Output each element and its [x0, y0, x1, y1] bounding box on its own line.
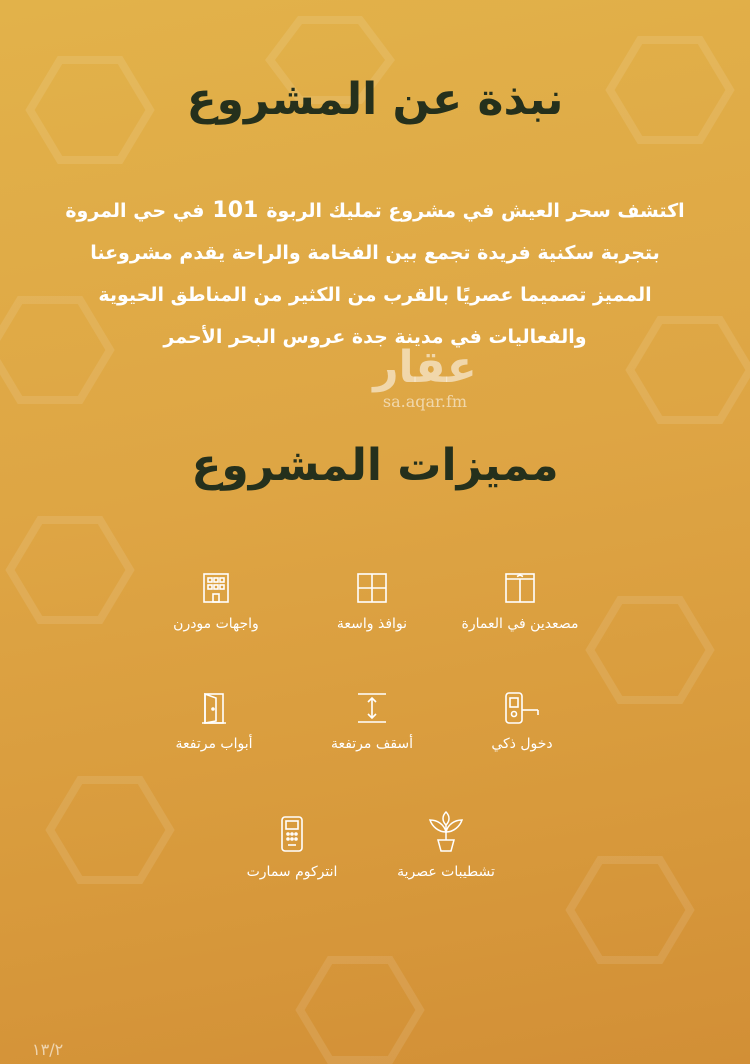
- building-icon: [198, 570, 234, 606]
- feature-elevators: مصعدين في العمارة: [420, 570, 620, 632]
- intercom-icon: [274, 814, 310, 854]
- features-title: مميزات المشروع: [191, 440, 559, 491]
- about-paragraph: [60, 190, 690, 358]
- feature-wide-windows: نوافذ واسعة: [272, 570, 472, 632]
- ceiling-height-icon: [354, 690, 390, 726]
- feature-modern-finishes: تشطيبات عصرية: [346, 810, 546, 880]
- page-number: ١٣/٢: [32, 1040, 64, 1059]
- aqar-watermark: [360, 342, 490, 411]
- about-line-1: اكتشف سحر العيش في مشروع تمليك الربوة101في حي المروة: [65, 198, 685, 223]
- feature-modern-facades: واجهات مودرن: [116, 570, 316, 632]
- elevator-icon: [502, 570, 538, 606]
- watermark-brand: عقار: [373, 342, 477, 393]
- about-line-3: المميز تصميما عصريًا بالقرب من الكثير من المناطق الحيوية: [98, 284, 652, 306]
- about-line-4: والفعاليات في مدينة جدة عروس البحر الأحمر: [163, 326, 587, 348]
- smart-lock-icon: [502, 690, 542, 726]
- project-number: 101: [212, 198, 259, 223]
- plant-icon: [424, 810, 468, 854]
- feature-smart-intercom: انتركوم سمارت: [192, 814, 392, 880]
- about-title: نبذة عن المشروع: [186, 74, 564, 125]
- about-line-2: بتجربة سكنية فريدة تجمع بين الفخامة والراحة يقدم مشروعنا: [90, 242, 660, 264]
- door-icon: [196, 690, 232, 726]
- watermark-url: sa.aqar.fm: [382, 392, 468, 411]
- feature-high-doors: أبواب مرتفعة: [114, 690, 314, 752]
- feature-high-ceilings: أسقف مرتفعة: [272, 690, 472, 752]
- window-icon: [354, 570, 390, 606]
- feature-smart-entry: دخول ذكي: [422, 690, 622, 752]
